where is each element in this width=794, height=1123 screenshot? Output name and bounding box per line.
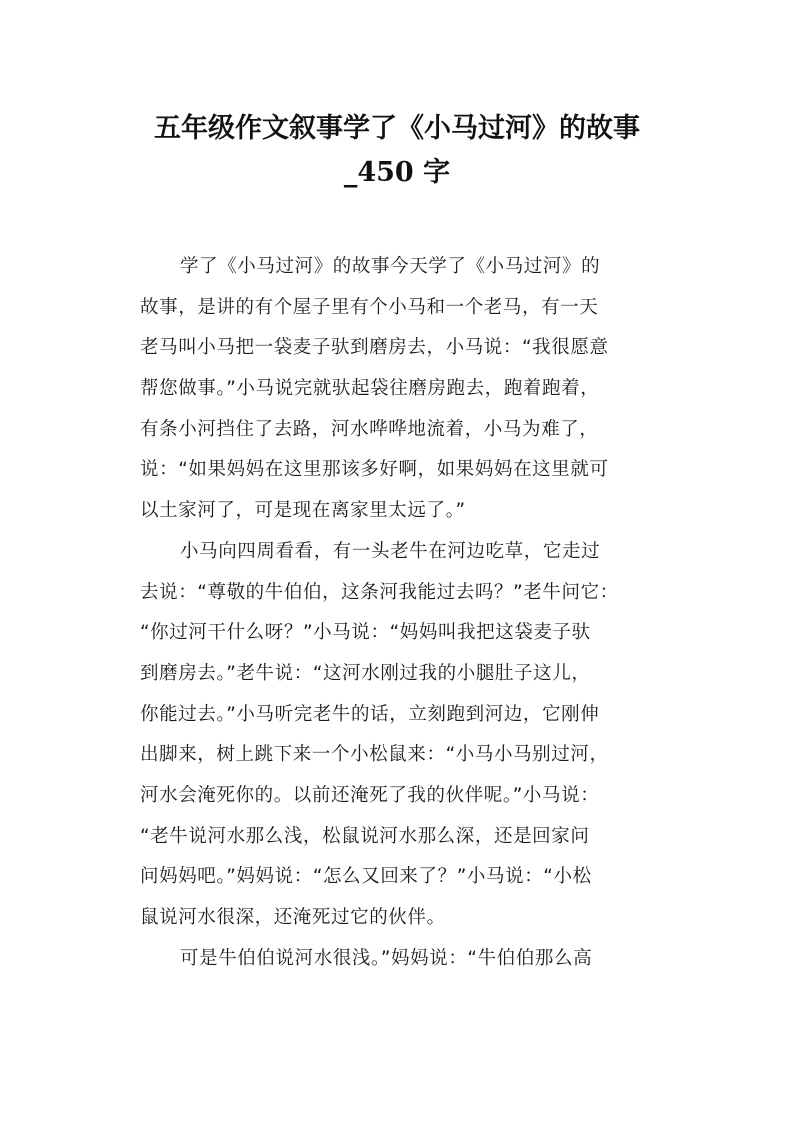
paragraph-line: 你能过去。”小马听完老牛的话，立刻跑到河边，它刚伸: [140, 703, 600, 725]
paragraph-line: 问妈妈吧。”妈妈说：“怎么又回来了？”小马说：“小松: [140, 866, 592, 888]
document-title-suffix: _450 字: [343, 157, 451, 188]
paragraph-line: 鼠说河水很深，还淹死过它的伙伴。: [140, 907, 446, 928]
paragraph-line: “你过河干什么呀？”小马说：“妈妈叫我把这袋麦子驮: [140, 622, 591, 644]
paragraph-line: 学了《小马过河》的故事今天学了《小马过河》的: [180, 256, 601, 277]
paragraph-line: 出脚来，树上跳下来一个小松鼠来：“小马小马别过河，: [140, 744, 609, 766]
paragraph-line: 说：“如果妈妈在这里那该多好啊，如果妈妈在这里就可: [140, 459, 609, 481]
paragraph-line: 故事，是讲的有个屋子里有个小马和一个老马，有一天: [140, 296, 599, 318]
paragraph-line: 老马叫小马把一袋麦子驮到磨房去，小马说：“我很愿意: [140, 337, 609, 359]
paragraph-line: 以土家河了，可是现在离家里太远了。”: [140, 500, 466, 522]
paragraph-line: 有条小河挡住了去路，河水哗哗地流着，小马为难了，: [140, 418, 599, 440]
paragraph-line: 帮您做事。”小马说完就驮起袋往磨房跑去，跑着跑着，: [140, 378, 600, 400]
paragraph-line: 去说：“尊敬的牛伯伯，这条河我能过去吗？”老牛问它：: [140, 581, 619, 603]
paragraph-line: “老牛说河水那么浅，松鼠说河水那么深，还是回家问: [140, 825, 590, 847]
paragraph-line: 可是牛伯伯说河水很浅。”妈妈说：“牛伯伯那么高: [180, 947, 593, 969]
document-title: 五年级作文叙事学了《小马过河》的故事: [154, 113, 640, 144]
paragraph-line: 小马向四周看看，有一头老牛在河边吃草，它走过: [180, 540, 601, 562]
paragraph-line: 河水会淹死你的。以前还淹死了我的伙伴呢。”小马说：: [140, 784, 600, 806]
document-body: [140, 247, 660, 979]
paragraph-line: 到磨房去。”老牛说：“这河水刚过我的小腿肚子这儿，: [140, 662, 591, 684]
